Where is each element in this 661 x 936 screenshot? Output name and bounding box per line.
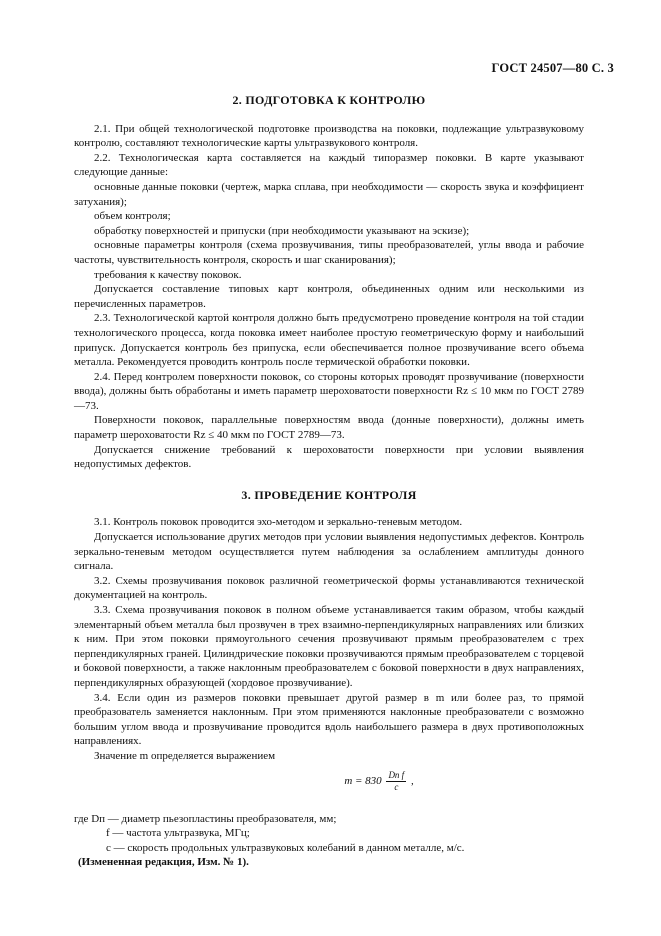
paragraph-2-3: 2.3. Технологической картой контроля должно быть предусмотрено проведение контроля на той стадии технологического процесса, когда поковка имеет наиболее простую геометрическую форму и наибольший припуск. Допускается контроль без припуска, если обеспечивается полное прозвучивание всего объема металла. Рекомендуется проводить контроль после термической обработки поковки.: [74, 312, 584, 369]
page-header: ГОСТ 24507—80 С. 3: [491, 61, 614, 75]
list-item-volume: объем контроля;: [94, 210, 171, 223]
paragraph-3-4: 3.4. Если один из размеров поковки превышает другой размер в m или более раз, то прямой преобразователь заменяется наклонным. При этом применяются наклонные преобразователи с возможно большим углом ввода и прозвучивание проводится вдоль наибольшего размера в двух противоположных направлениях.: [74, 691, 584, 748]
definition-f: f — частота ультразвука, МГц;: [106, 827, 250, 840]
formula-lhs: m = 830: [344, 774, 382, 787]
list-item-quality: требования к качеству поковок.: [94, 268, 242, 281]
definition-c: c — скорость продольных ультразвуковых колебаний в данном металле, м/с.: [106, 841, 465, 854]
list-item-parameters: основные параметры контроля (схема прозвучивания, типы преобразователей, углы ввода и рабочие частоты, чувствительность контроля, скорость и шаг сканирования);: [74, 239, 584, 266]
paragraph-typical-cards: Допускается составление типовых карт контроля, объединенных одним или несколькими из перечисленных параметров.: [74, 283, 584, 310]
paragraph-other-methods: Допускается использование других методов при условии выявления недопустимых дефектов. Контроль зеркально-теневым методом осуществляется путем наблюдения за ослаблением амплитуды донного сигнала.: [74, 531, 584, 573]
formula-fraction: [386, 770, 406, 793]
paragraph-3-2: 3.2. Схемы прозвучивания поковок различной геометрической формы устанавливаются технической документацией на контроль.: [74, 574, 584, 602]
paragraph-3-3: 3.3. Схема прозвучивания поковок в полном объеме устанавливается таким образом, чтобы каждый элементарный объем металла был прозвучен в трех взаимно-перпендикулярных направлениях или близких к ним. При этом поковки прямоугольного сечения прозвучивают прямым преобразователем с трех перпендикулярных граней. Цилиндрические поковки прозвучиваются прямым преобразователем с торцевой и боковой поверхности, а также наклонным преобразователем с боковой поверхности в двух направлениях, перпендикулярных образующей (хордовое прозвучивание).: [74, 604, 584, 689]
formula-m: [74, 770, 584, 804]
list-item-basic-data: основные данные поковки (чертеж, марка сплава, при необходимости — скорость звука и коэффициент затухания);: [74, 180, 584, 208]
formula-definitions: [74, 812, 584, 870]
paragraph-m-value: Значение m определяется выражением: [94, 749, 276, 762]
page-content: [74, 93, 584, 870]
list-item-surface: обработку поверхностей и припуски (при необходимости указывают на эскизе);: [94, 224, 470, 237]
amendment-note: (Измененная редакция, Изм. № 1).: [78, 856, 249, 869]
section-2-title: 2. ПОДГОТОВКА К КОНТРОЛЮ: [232, 93, 426, 107]
paragraph-2-2: 2.2. Технологическая карта составляется на каждый типоразмер поковки. В карте указывают следующие данные:: [74, 151, 584, 179]
definition-dp: где Dп — диаметр пьезопластины преобразователя, мм;: [74, 812, 337, 825]
section-3-title: 3. ПРОВЕДЕНИЕ КОНТРОЛЯ: [241, 487, 417, 502]
paragraph-roughness-relax: Допускается снижение требований к шероховатости поверхности при условии выявления недопустимых дефектов.: [74, 443, 584, 471]
paragraph-2-4: 2.4. Перед контролем поверхности поковок, со стороны которых проводят прозвучивание (поверхности ввода), должны быть обработаны и иметь параметр шероховатости поверхности Rz ≤ 10 мкм по ГОСТ 2789—73.: [74, 370, 584, 412]
paragraph-3-1: 3.1. Контроль поковок проводится эхо-методом и зеркально-теневым методом.: [94, 516, 463, 529]
formula-denominator: c: [394, 781, 399, 792]
paragraph-2-1: 2.1. При общей технологической подготовке производства на поковки, подлежащие ультразвуковому контролю, составляют технологические карты ультразвукового контроля.: [74, 122, 584, 150]
formula-tail: ,: [410, 774, 414, 787]
formula-numerator: Dп f: [388, 769, 405, 780]
paragraph-bottom-surfaces: Поверхности поковок, параллельные поверхностям ввода (донные поверхности), должны иметь параметр шероховатости Rz ≤ 40 мкм по ГОСТ 2789—73.: [74, 414, 584, 442]
